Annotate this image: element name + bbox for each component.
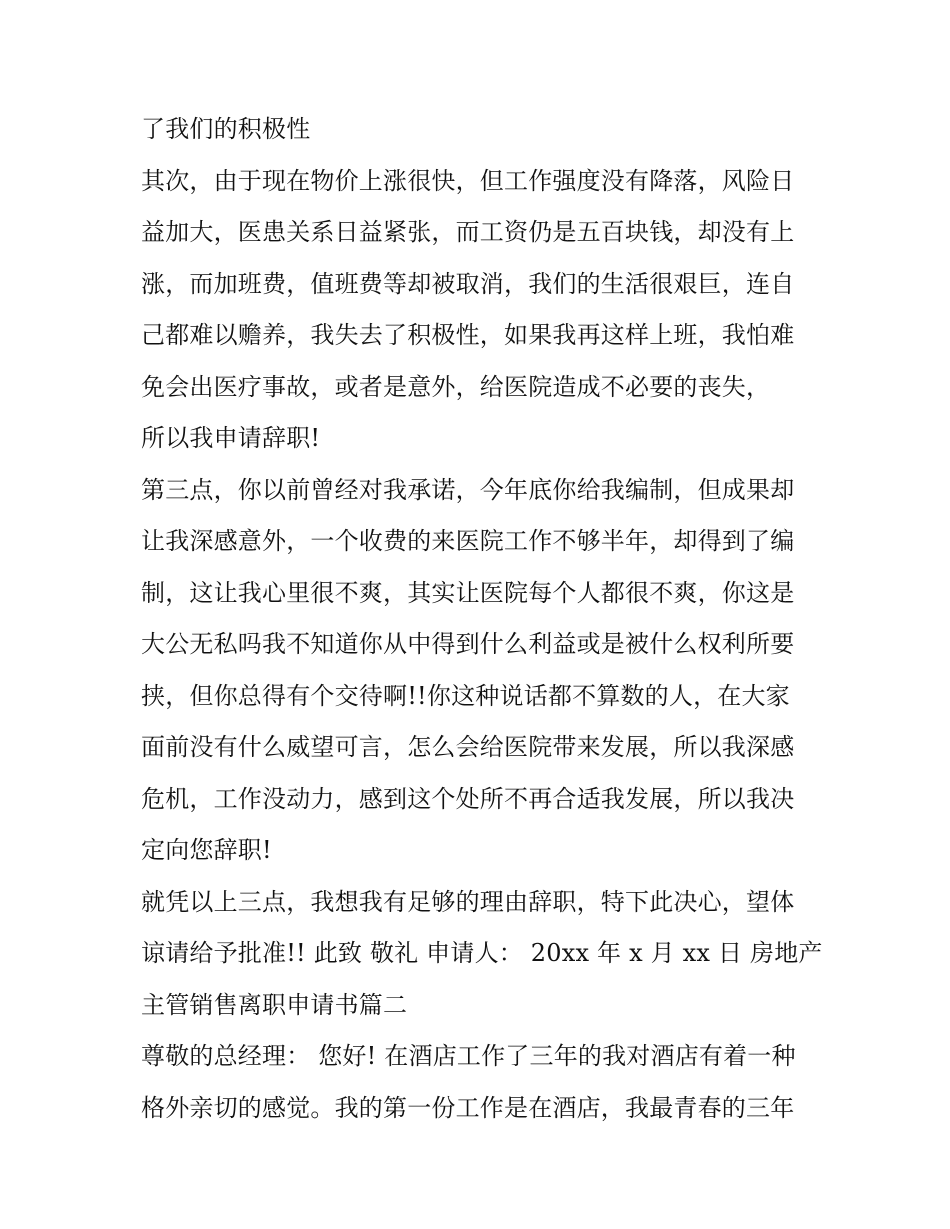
text-line: 第三点，你以前曾经对我承诺，今年底你给我编制，但成果却 xyxy=(141,475,795,504)
text-line: 免会出医疗事故，或者是意外，给医院造成不必要的丧失， xyxy=(141,372,771,401)
text-line: 就凭以上三点，我想我有足够的理由辞职，特下此决心，望体 xyxy=(141,887,795,916)
text-line: 其次，由于现在物价上涨很快，但工作强度没有降落，风险日 xyxy=(141,166,795,195)
text-line: 让我深感意外，一个收费的来医院工作不够半年，却得到了编 xyxy=(141,527,795,555)
text-line: 格外亲切的感觉。我的第一份工作是在酒店，我最青春的三年 xyxy=(141,1093,795,1122)
text-line: 益加大，医患关系日益紧张，而工资仍是五百块钱，却没有上 xyxy=(141,218,795,246)
section-heading: 主管销售离职申请书篇二 xyxy=(141,990,408,1019)
text-line: 面前没有什么威望可言，怎么会给医院带来发展，所以我深感 xyxy=(141,733,795,761)
text-line: 己都难以赡养，我失去了积极性，如果我再这样上班，我怕难 xyxy=(141,321,795,349)
text-line: 尊敬的总经理： 您好! 在酒店工作了三年的我对酒店有着一种 xyxy=(141,1042,796,1070)
text-line: 挟，但你总得有个交待啊!!你这种说话都不算数的人，在大家 xyxy=(141,681,790,710)
text-line: 危机，工作没动力，感到这个处所不再合适我发展，所以我决 xyxy=(141,784,795,813)
text-line: 定向您辞职! xyxy=(141,836,272,864)
text-line: 制，这让我心里很不爽，其实让医院每个人都很不爽，你这是 xyxy=(141,578,795,607)
text-line: 涨，而加班费，值班费等却被取消，我们的生活很艰巨，连自 xyxy=(141,269,795,298)
text-line: 大公无私吗我不知道你从中得到什么利益或是被什么权利所要 xyxy=(141,630,795,658)
text-line: 所以我申请辞职! xyxy=(141,424,321,452)
text-line: 谅请给予批准!! 此致 敬礼 申请人： 20xx 年 x 月 xx 日 房地产 xyxy=(141,939,823,967)
text-line: 了我们的积极性 xyxy=(141,115,311,143)
document-body xyxy=(141,104,821,1134)
